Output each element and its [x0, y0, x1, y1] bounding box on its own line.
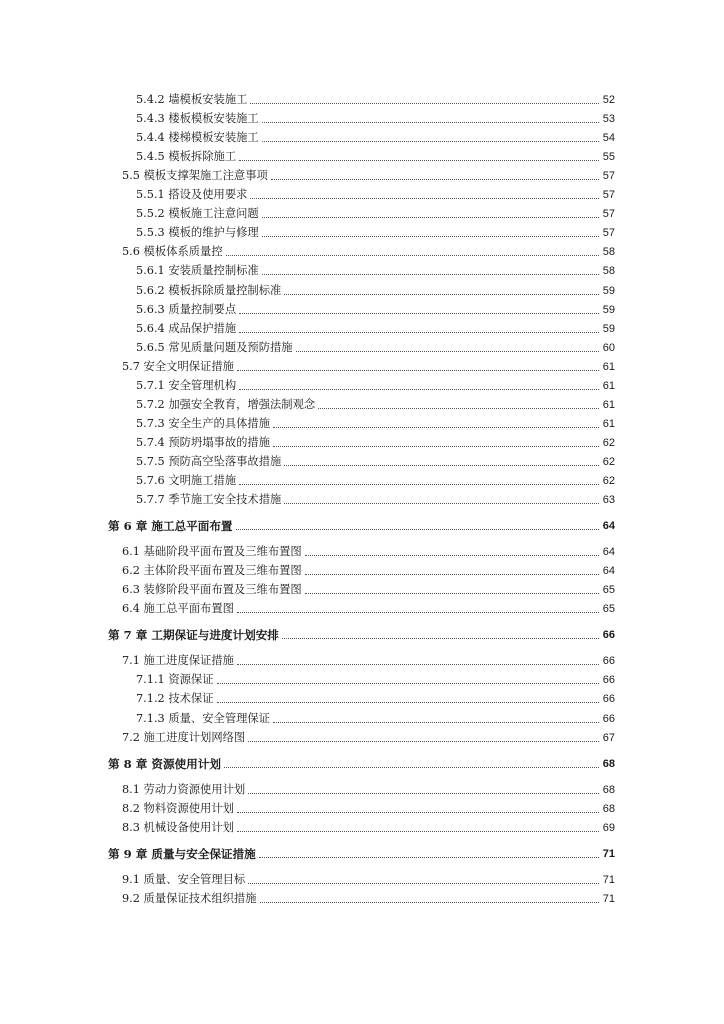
- dot-leader: [305, 593, 599, 594]
- dot-leader: [237, 812, 599, 813]
- toc-page-number: 64: [602, 546, 615, 559]
- toc-entry[interactable]: [108, 278, 615, 297]
- dot-leader: [282, 638, 599, 639]
- dot-leader: [224, 767, 599, 768]
- toc-entry-title: 7.1.1 资源保证: [136, 673, 214, 687]
- toc-page-number: 66: [602, 693, 615, 706]
- dot-leader: [284, 294, 599, 295]
- toc-entry-title: 5.7.3 安全生产的具体措施: [136, 416, 271, 430]
- toc-page-number: 63: [602, 494, 615, 507]
- toc-entry-title: 5.6.2 模板拆除质量控制标准: [136, 283, 282, 297]
- toc-entry[interactable]: [108, 298, 615, 317]
- toc-page-number: 71: [602, 892, 615, 905]
- dot-leader: [273, 722, 599, 723]
- toc-entry[interactable]: [108, 540, 615, 559]
- toc-entry[interactable]: [108, 412, 615, 431]
- toc-page-number: 66: [602, 629, 615, 642]
- toc-page-number: 62: [602, 436, 615, 449]
- toc-entry[interactable]: [108, 668, 615, 687]
- dot-leader: [273, 427, 599, 428]
- toc-page-number: 58: [602, 246, 615, 259]
- toc-page-number: 62: [602, 474, 615, 487]
- toc-entry[interactable]: [108, 559, 615, 578]
- toc-entry[interactable]: [108, 868, 615, 887]
- toc-entry-title: 5.6.4 成品保护措施: [136, 321, 237, 335]
- toc-entry[interactable]: [108, 706, 615, 725]
- toc-entry-title: 7.1.3 质量、安全管理保证: [136, 711, 271, 725]
- toc-entry[interactable]: [108, 597, 615, 616]
- dot-leader: [237, 664, 599, 665]
- toc-page-number: 66: [602, 712, 615, 725]
- toc-chapter-entry[interactable]: [108, 623, 615, 642]
- toc-entry-title: 5.7.7 季节施工安全技术措施: [136, 493, 282, 507]
- table-of-contents: [108, 88, 615, 906]
- toc-page-number: 62: [602, 455, 615, 468]
- toc-page-number: 65: [602, 584, 615, 597]
- toc-entry-title: 8.1 劳动力资源使用计划: [122, 782, 246, 796]
- toc-entry-title: 5.6.5 常见质量问题及预防措施: [136, 340, 293, 354]
- toc-page-number: 57: [602, 227, 615, 240]
- dot-leader: [284, 465, 599, 466]
- dot-leader: [239, 389, 599, 390]
- toc-entry-title: 7.2 施工进度计划网络图: [122, 730, 246, 744]
- toc-entry-title: 5.5.2 模板施工注意问题: [136, 207, 259, 221]
- dot-leader: [262, 236, 599, 237]
- toc-page-number: 52: [602, 94, 615, 107]
- toc-entry[interactable]: [108, 374, 615, 393]
- toc-entry-title: 6.2 主体阶段平面布置及三维布置图: [122, 564, 302, 578]
- toc-entry-title: 9.1 质量、安全管理目标: [122, 872, 246, 886]
- toc-entry-title: 第 9 章 质量与安全保证措施: [108, 846, 256, 861]
- toc-entry-title: 8.2 物料资源使用计划: [122, 801, 234, 815]
- toc-entry[interactable]: [108, 797, 615, 816]
- toc-page-number: 68: [602, 783, 615, 796]
- toc-entry[interactable]: [108, 221, 615, 240]
- dot-leader: [248, 793, 599, 794]
- toc-entry[interactable]: [108, 164, 615, 183]
- toc-entry-title: 5.7.5 预防高空坠落事故措施: [136, 454, 282, 468]
- dot-leader: [262, 141, 599, 142]
- dot-leader: [237, 370, 599, 371]
- toc-entry-title: 5.5 模板支撑架施工注意事项: [122, 169, 268, 183]
- dot-leader: [239, 484, 599, 485]
- toc-page-number: 65: [602, 603, 615, 616]
- toc-entry-title: 5.6 模板体系质量控: [122, 245, 223, 259]
- toc-entry-title: 5.4.2 墙模板安装施工: [136, 93, 248, 107]
- dot-leader: [250, 198, 599, 199]
- toc-entry[interactable]: [108, 778, 615, 797]
- toc-page-number: 68: [602, 802, 615, 815]
- dot-leader: [217, 702, 599, 703]
- toc-entry-title: 6.4 施工总平面布置图: [122, 602, 234, 616]
- toc-entry[interactable]: [108, 355, 615, 374]
- toc-entry-title: 5.7.4 预防坍塌事故的措施: [136, 435, 271, 449]
- toc-entry-title: 5.6.1 安装质量控制标准: [136, 264, 259, 278]
- toc-entry[interactable]: [108, 240, 615, 259]
- toc-entry-title: 8.3 机械设备使用计划: [122, 820, 234, 834]
- toc-page-number: 64: [602, 520, 615, 533]
- toc-chapter-entry[interactable]: [108, 842, 615, 861]
- toc-entry[interactable]: [108, 202, 615, 221]
- toc-page-number: 55: [602, 151, 615, 164]
- toc-entry-title: 6.3 装修阶段平面布置及三维布置图: [122, 583, 302, 597]
- toc-page-number: 60: [602, 341, 615, 354]
- dot-leader: [239, 332, 599, 333]
- dot-leader: [250, 103, 599, 104]
- toc-entry-title: 6.1 基础阶段平面布置及三维布置图: [122, 545, 302, 559]
- toc-page-number: 53: [602, 113, 615, 126]
- toc-chapter-entry[interactable]: [108, 514, 615, 533]
- toc-page-number: 57: [602, 170, 615, 183]
- toc-entry[interactable]: [108, 450, 615, 469]
- toc-entry[interactable]: [108, 649, 615, 668]
- toc-page-number: 66: [602, 655, 615, 668]
- dot-leader: [259, 857, 599, 858]
- dot-leader: [262, 274, 599, 275]
- dot-leader: [262, 122, 599, 123]
- toc-entry[interactable]: [108, 469, 615, 488]
- toc-entry-title: 5.7 安全文明保证措施: [122, 359, 234, 373]
- toc-entry-title: 7.1.2 技术保证: [136, 692, 214, 706]
- dot-leader: [271, 179, 599, 180]
- toc-entry-title: 5.4.4 楼梯模板安装施工: [136, 131, 259, 145]
- toc-page-number: 61: [602, 417, 615, 430]
- toc-entry-title: 5.5.1 搭设及使用要求: [136, 188, 248, 202]
- toc-page-number: 61: [602, 379, 615, 392]
- toc-page-number: 59: [602, 284, 615, 297]
- toc-entry[interactable]: [108, 107, 615, 126]
- toc-entry[interactable]: [108, 816, 615, 835]
- dot-leader: [260, 902, 599, 903]
- toc-entry-title: 9.2 质量保证技术组织措施: [122, 891, 257, 905]
- toc-page-number: 59: [602, 303, 615, 316]
- dot-leader: [226, 255, 599, 256]
- toc-page-number: 54: [602, 132, 615, 145]
- toc-entry-title: 5.4.3 楼板模板安装施工: [136, 112, 259, 126]
- dot-leader: [237, 612, 599, 613]
- dot-leader: [248, 741, 599, 742]
- dot-leader: [248, 883, 599, 884]
- dot-leader: [237, 831, 599, 832]
- dot-leader: [236, 529, 599, 530]
- toc-entry[interactable]: [108, 336, 615, 355]
- toc-entry-title: 5.7.2 加强安全教育，增强法制观念: [136, 397, 316, 411]
- dot-leader: [284, 503, 599, 504]
- toc-page-number: 59: [602, 322, 615, 335]
- toc-entry[interactable]: [108, 578, 615, 597]
- toc-entry[interactable]: [108, 88, 615, 107]
- dot-leader: [273, 446, 599, 447]
- toc-entry[interactable]: [108, 393, 615, 412]
- dot-leader: [239, 160, 599, 161]
- toc-page-number: 57: [602, 208, 615, 221]
- toc-entry[interactable]: [108, 259, 615, 278]
- toc-page-number: 69: [602, 821, 615, 834]
- dot-leader: [217, 683, 599, 684]
- dot-leader: [305, 555, 599, 556]
- toc-chapter-entry[interactable]: [108, 752, 615, 771]
- toc-entry-title: 第 7 章 工期保证与进度计划安排: [108, 628, 279, 643]
- dot-leader: [296, 351, 599, 352]
- toc-page-number: 67: [602, 731, 615, 744]
- toc-page-number: 61: [602, 360, 615, 373]
- toc-page-number: 71: [602, 847, 615, 860]
- toc-entry[interactable]: [108, 317, 615, 336]
- toc-entry[interactable]: [108, 126, 615, 145]
- toc-entry[interactable]: [108, 726, 615, 745]
- toc-page-number: 61: [602, 398, 615, 411]
- toc-entry-title: 5.4.5 模板拆除施工: [136, 150, 237, 164]
- toc-page-number: 66: [602, 674, 615, 687]
- toc-entry[interactable]: [108, 887, 615, 906]
- toc-entry-title: 7.1 施工进度保证措施: [122, 654, 234, 668]
- dot-leader: [262, 217, 599, 218]
- toc-entry[interactable]: [108, 488, 615, 507]
- toc-entry[interactable]: [108, 145, 615, 164]
- toc-entry-title: 5.5.3 模板的维护与修理: [136, 226, 259, 240]
- toc-page-number: 68: [602, 757, 615, 770]
- toc-page-number: 71: [602, 873, 615, 886]
- toc-entry[interactable]: [108, 687, 615, 706]
- dot-leader: [318, 408, 599, 409]
- toc-entry-title: 5.6.3 质量控制要点: [136, 302, 237, 316]
- toc-entry-title: 第 8 章 资源使用计划: [108, 756, 221, 771]
- toc-entry[interactable]: [108, 183, 615, 202]
- dot-leader: [239, 313, 599, 314]
- toc-page-number: 64: [602, 565, 615, 578]
- toc-page-number: 58: [602, 265, 615, 278]
- toc-entry-title: 5.7.1 安全管理机构: [136, 378, 237, 392]
- toc-entry-title: 第 6 章 施工总平面布置: [108, 519, 233, 534]
- toc-entry[interactable]: [108, 431, 615, 450]
- toc-entry-title: 5.7.6 文明施工措施: [136, 473, 237, 487]
- dot-leader: [305, 574, 599, 575]
- toc-page-number: 57: [602, 189, 615, 202]
